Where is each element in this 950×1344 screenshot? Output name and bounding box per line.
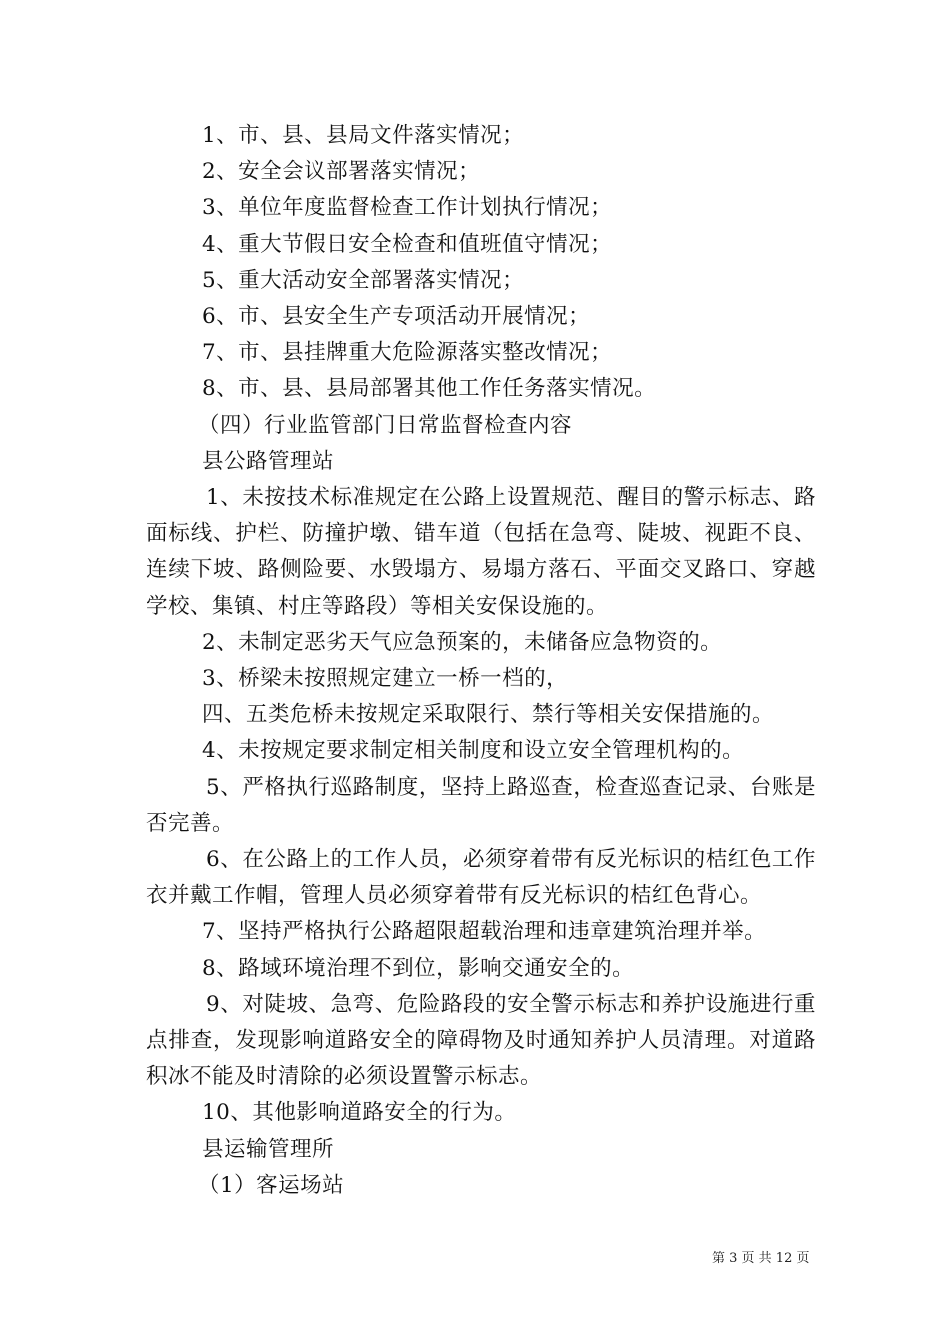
paragraph: （1）客运场站 — [198, 1172, 345, 1198]
page-number: 第 3 页 共 12 页 — [712, 1251, 810, 1266]
paragraph: 1、未按技术标准规定在公路上设置规范、醒目的警示标志、路面标线、护栏、防撞护墩、错车道（包括在急弯、陡坡、视距不良、连续下坡、路侧险要、水毁塌方、易塌方落石、平面交叉路口、穿越学校、集镇、村庄等路段）等相关安保设施的。 — [146, 485, 816, 619]
paragraph: 4、未按规定要求制定相关制度和设立安全管理机构的。 — [202, 738, 745, 764]
paragraph: 5、严格执行巡路制度，坚持上路巡查，检查巡查记录、台账是否完善。 — [146, 774, 816, 836]
paragraph: 6、在公路上的工作人员，必须穿着带有反光标识的桔红色工作衣并戴工作帽，管理人员必须穿着带有反光标识的桔红色背心。 — [146, 847, 816, 909]
subsection-heading: 县公路管理站 — [202, 448, 335, 474]
paragraph: 四、五类危桥未按规定采取限行、禁行等相关安保措施的。 — [202, 702, 775, 728]
paragraph: 8、市、县、县局部署其他工作任务落实情况。 — [202, 376, 657, 402]
section-heading: （四）行业监管部门日常监督检查内容 — [198, 412, 573, 438]
paragraph: 3、桥梁未按照规定建立一桥一档的， — [202, 666, 569, 692]
subsection-heading: 县运输管理所 — [202, 1136, 335, 1162]
paragraph: 2、未制定恶劣天气应急预案的，未储备应急物资的。 — [202, 629, 723, 655]
paragraph: 1、市、县、县局文件落实情况； — [202, 123, 525, 148]
paragraph: 5、重大活动安全部署落实情况； — [202, 267, 525, 293]
paragraph: 2、安全会议部署落实情况； — [202, 159, 481, 185]
paragraph: 9、对陡坡、急弯、危险路段的安全警示标志和养护设施进行重点排查，发现影响道路安全的障碍物及时通知养护人员清理。对道路积冰不能及时清除的必须设置警示标志。 — [146, 991, 816, 1090]
paragraph: 6、市、县安全生产专项活动开展情况； — [202, 304, 591, 330]
document-body — [146, 118, 816, 1204]
paragraph: 8、路域环境治理不到位，影响交通安全的。 — [202, 955, 635, 981]
paragraph: 4、重大节假日安全检查和值班值守情况； — [202, 231, 613, 257]
paragraph: 10、其他影响道路安全的行为。 — [202, 1100, 517, 1126]
paragraph: 7、坚持严格执行公路超限超载治理和违章建筑治理并举。 — [202, 919, 767, 945]
paragraph: 3、单位年度监督检查工作计划执行情况； — [202, 195, 613, 221]
paragraph: 7、市、县挂牌重大危险源落实整改情况； — [202, 340, 613, 366]
